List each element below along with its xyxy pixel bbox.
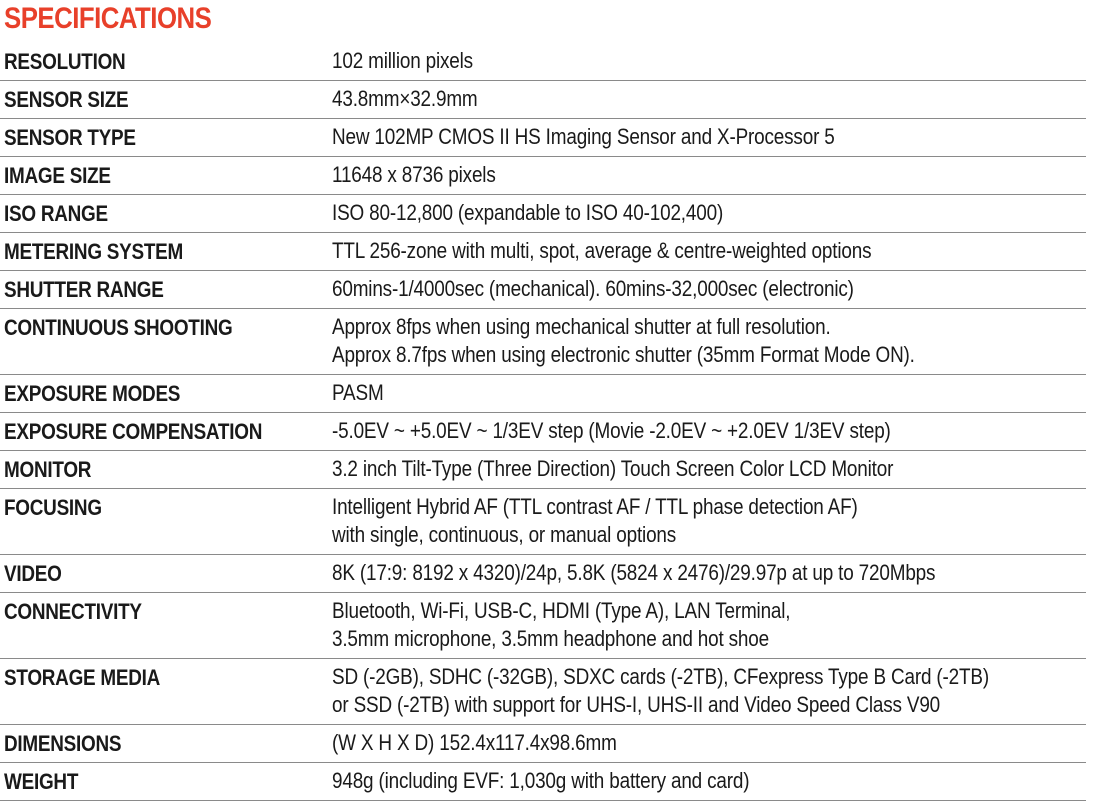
spec-label: EXPOSURE MODES [4, 381, 181, 406]
spec-value-line: Approx 8fps when using mechanical shutter at full resolution. [332, 314, 831, 339]
spec-value [332, 123, 835, 151]
spec-value [332, 199, 723, 227]
spec-label: METERING SYSTEM [4, 239, 184, 264]
spec-label: VIDEO [4, 561, 62, 586]
spec-label: ISO RANGE [4, 201, 108, 226]
spec-label: CONTINUOUS SHOOTING [4, 315, 233, 340]
specifications-heading: SPECIFICATIONS [4, 2, 212, 35]
spec-label: EXPOSURE COMPENSATION [4, 419, 263, 444]
spec-value-line: PASM [332, 380, 384, 405]
spec-value-line: 60mins-1/4000sec (mechanical). 60mins-32,000sec (electronic) [332, 276, 854, 301]
spec-label: DIMENSIONS [4, 731, 122, 756]
spec-value [332, 85, 478, 113]
spec-value [332, 455, 893, 483]
spec-label: WEIGHT [4, 769, 79, 794]
spec-value [332, 379, 384, 407]
spec-value-line: with single, continuous, or manual options [332, 522, 677, 547]
spec-label: IMAGE SIZE [4, 163, 111, 188]
spec-value [332, 417, 891, 445]
spec-label: SENSOR TYPE [4, 125, 136, 150]
spec-value [332, 729, 617, 757]
spec-value [332, 275, 854, 303]
spec-row-exposure-compensation [0, 413, 1086, 451]
spec-value-line: 11648 x 8736 pixels [332, 162, 496, 187]
spec-value-line: Approx 8.7fps when using electronic shutter (35mm Format Mode ON). [332, 342, 915, 367]
spec-value-line: 43.8mm×32.9mm [332, 86, 478, 111]
spec-row-iso-range [0, 195, 1086, 233]
spec-value-line: -5.0EV ~ +5.0EV ~ 1/3EV step (Movie -2.0EV ~ +2.0EV 1/3EV step) [332, 418, 891, 443]
spec-value-line: 3.2 inch Tilt-Type (Three Direction) Touch Screen Color LCD Monitor [332, 456, 894, 481]
spec-value [332, 313, 915, 369]
spec-value-line: SD (-2GB), SDHC (-32GB), SDXC cards (-2TB), CFexpress Type B Card (-2TB) [332, 664, 989, 689]
spec-row-exposure-modes [0, 375, 1086, 413]
spec-row-weight [0, 763, 1086, 801]
spec-row-focusing [0, 489, 1086, 555]
spec-value-line: or SSD (-2TB) with support for UHS-I, UHS-II and Video Speed Class V90 [332, 692, 941, 717]
specifications-table [0, 43, 1086, 801]
spec-label: CONNECTIVITY [4, 599, 142, 624]
spec-row-dimensions [0, 725, 1086, 763]
spec-label: FOCUSING [4, 495, 102, 520]
spec-row-sensor-size [0, 81, 1086, 119]
spec-value-line: 102 million pixels [332, 48, 473, 73]
spec-row-storage-media [0, 659, 1086, 725]
spec-value-line: Bluetooth, Wi-Fi, USB-C, HDMI (Type A), LAN Terminal, [332, 598, 791, 623]
spec-label: SHUTTER RANGE [4, 277, 164, 302]
spec-row-monitor [0, 451, 1086, 489]
spec-value [332, 767, 749, 795]
spec-value [332, 47, 473, 75]
spec-value [332, 237, 871, 265]
spec-value [332, 161, 496, 189]
spec-label: SENSOR SIZE [4, 87, 129, 112]
spec-value [332, 597, 790, 653]
spec-value-line: TTL 256-zone with multi, spot, average & centre-weighted options [332, 238, 872, 263]
spec-label: RESOLUTION [4, 49, 126, 74]
spec-value-line: ISO 80-12,800 (expandable to ISO 40-102,400) [332, 200, 724, 225]
spec-value-line: 8K (17:9: 8192 x 4320)/24p, 5.8K (5824 x 2476)/29.97p at up to 720Mbps [332, 560, 936, 585]
spec-row-resolution [0, 43, 1086, 81]
spec-row-continuous-shooting [0, 309, 1086, 375]
spec-row-metering-system [0, 233, 1086, 271]
spec-value-line: 948g (including EVF: 1,030g with battery and card) [332, 768, 750, 793]
spec-value-line: 3.5mm microphone, 3.5mm headphone and hot shoe [332, 626, 769, 651]
spec-label: MONITOR [4, 457, 92, 482]
spec-row-video [0, 555, 1086, 593]
spec-row-image-size [0, 157, 1086, 195]
spec-row-shutter-range [0, 271, 1086, 309]
spec-value-line: New 102MP CMOS II HS Imaging Sensor and X-Processor 5 [332, 124, 835, 149]
spec-value [332, 663, 989, 719]
spec-value-line: (W X H X D) 152.4x117.4x98.6mm [332, 730, 617, 755]
spec-label: STORAGE MEDIA [4, 665, 161, 690]
spec-value [332, 559, 935, 587]
spec-row-sensor-type [0, 119, 1086, 157]
spec-row-connectivity [0, 593, 1086, 659]
spec-value-line: Intelligent Hybrid AF (TTL contrast AF / TTL phase detection AF) [332, 494, 858, 519]
spec-value [332, 493, 858, 549]
